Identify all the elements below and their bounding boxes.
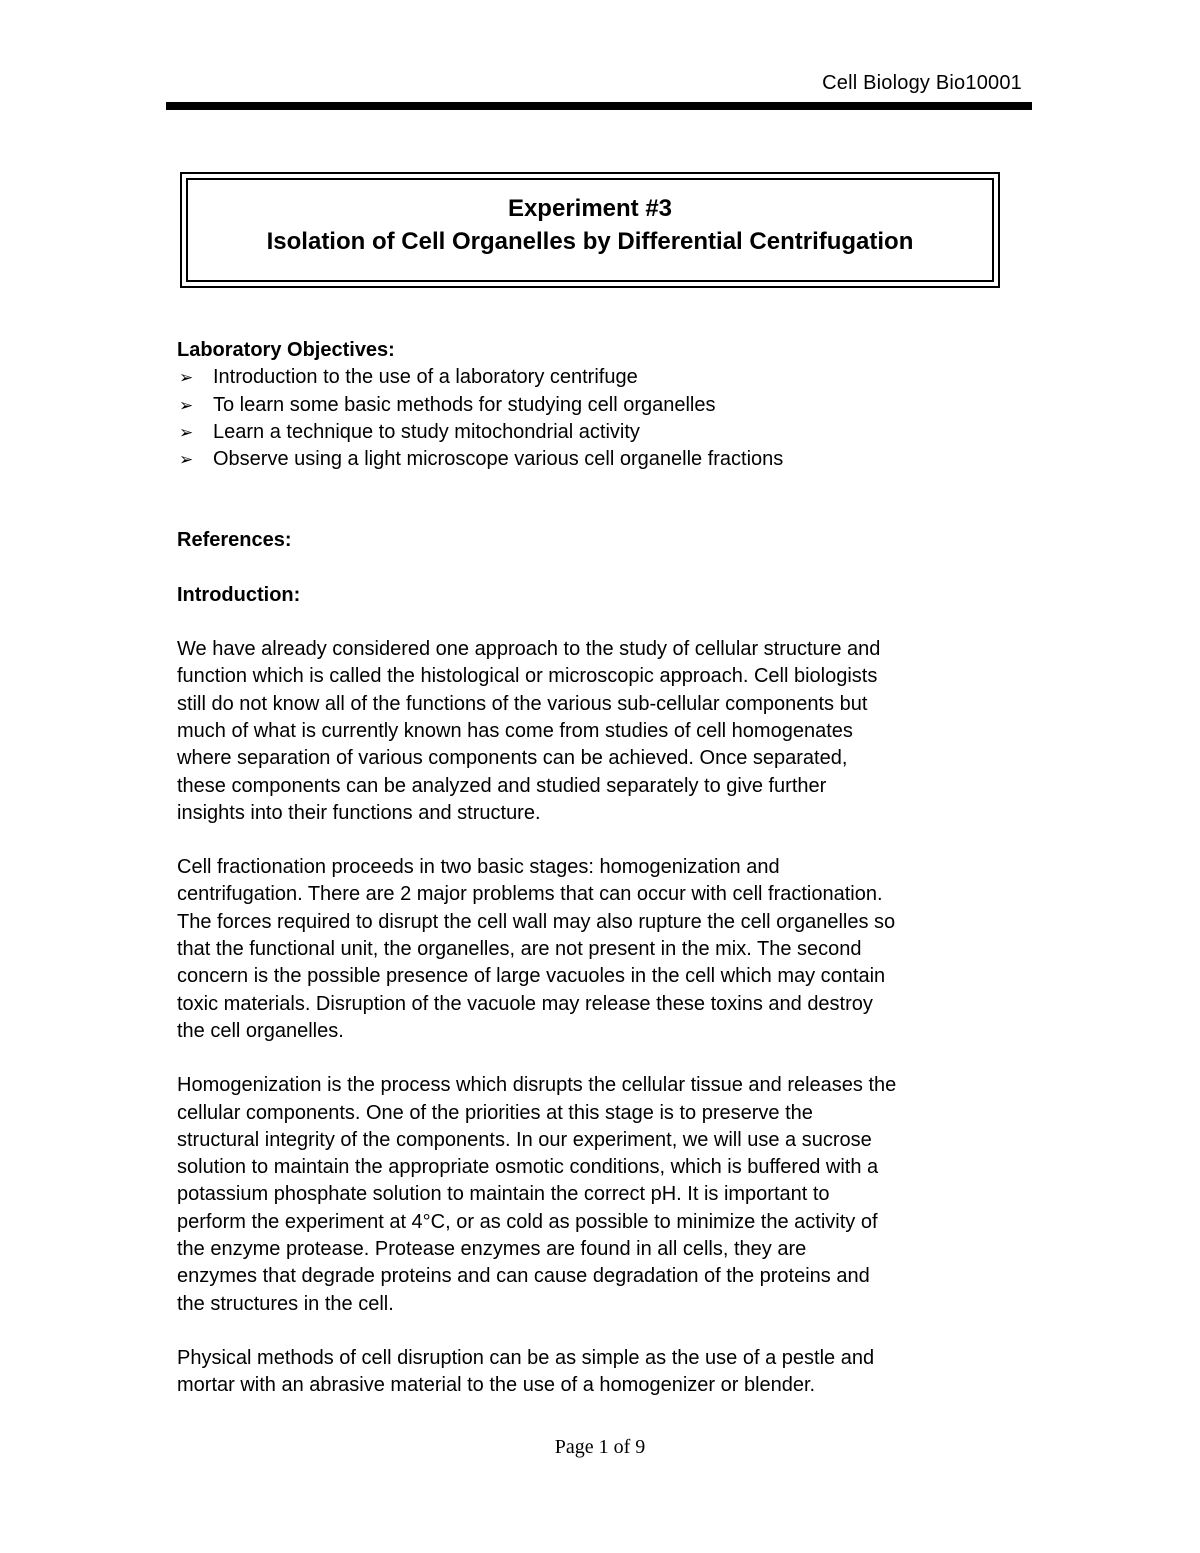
objective-text: To learn some basic methods for studying cell organelles xyxy=(213,393,716,416)
list-item xyxy=(177,364,1037,391)
arrow-bullet-icon: ➢ xyxy=(179,395,194,415)
title-box xyxy=(180,172,1000,288)
course-header: Cell Biology Bio10001 xyxy=(822,72,1022,94)
list-item xyxy=(177,392,1037,419)
spacer xyxy=(177,1045,1037,1072)
document-body xyxy=(177,337,1037,1400)
spacer xyxy=(177,609,1037,636)
objective-text: Introduction to the use of a laboratory centrifuge xyxy=(213,366,638,389)
list-item xyxy=(177,446,1037,473)
title-box-inner xyxy=(186,178,994,282)
arrow-bullet-icon: ➢ xyxy=(179,422,194,442)
experiment-title: Isolation of Cell Organelles by Differential Centrifugation xyxy=(266,228,914,255)
spacer xyxy=(177,473,1037,527)
arrow-bullet-icon: ➢ xyxy=(179,450,194,470)
spacer xyxy=(177,555,1037,582)
spacer xyxy=(177,1318,1037,1345)
header-divider xyxy=(166,102,1032,110)
list-item xyxy=(177,419,1037,446)
page-number: Page 1 of 9 xyxy=(554,1436,646,1458)
objectives-list xyxy=(177,364,1037,473)
objectives-heading: Laboratory Objectives: xyxy=(177,339,395,361)
arrow-bullet-icon: ➢ xyxy=(179,368,194,388)
intro-paragraph-2: Cell fractionation proceeds in two basic stages: homogenization and centrifugation. There are 2 major problems that can occur with cell fractionation. The forces required to disrupt the cell wall may also rupture the cell organelles so that the functional unit, the organelles, are not present in the mix. The second concern is the possible presence of large vacuoles in the cell which may contain toxic materials. Disruption of the vacuole may release these toxins and destroy the cell organelles. xyxy=(177,856,896,1042)
references-heading: References: xyxy=(177,529,292,552)
introduction-heading: Introduction: xyxy=(177,583,301,606)
objective-text: Observe using a light microscope various cell organelle fractions xyxy=(213,448,784,471)
intro-paragraph-1: We have already considered one approach to the study of cellular structure and function which is called the histological or microscopic approach. Cell biologists still do not know all of the functions of the various sub-cellular components but much of what is currently known has come from studies of cell homogenates where separation of various components can be achieved. Once separated, these components can be analyzed and studied separately to give further insights into their functions and structure. xyxy=(177,638,881,824)
intro-paragraph-3: Homogenization is the process which disrupts the cellular tissue and releases the cellular components. One of the priorities at this stage is to preserve the structural integrity of the components. In our experiment, we will use a sucrose solution to maintain the appropriate osmotic conditions, which is buffered with a potassium phosphate solution to maintain the correct pH. It is important to perform the experiment at 4°C, or as cold as possible to minimize the activity of the enzyme protease. Protease enzymes are found in all cells, they are enzymes that degrade proteins and can cause degradation of the proteins and the structures in the cell. xyxy=(177,1074,897,1315)
objective-text: Learn a technique to study mitochondrial activity xyxy=(213,420,640,443)
intro-paragraph-4: Physical methods of cell disruption can be as simple as the use of a pestle and mortar with an abrasive material to the use of a homogenizer or blender. xyxy=(177,1346,875,1397)
experiment-number: Experiment #3 xyxy=(507,195,673,222)
spacer xyxy=(177,827,1037,854)
